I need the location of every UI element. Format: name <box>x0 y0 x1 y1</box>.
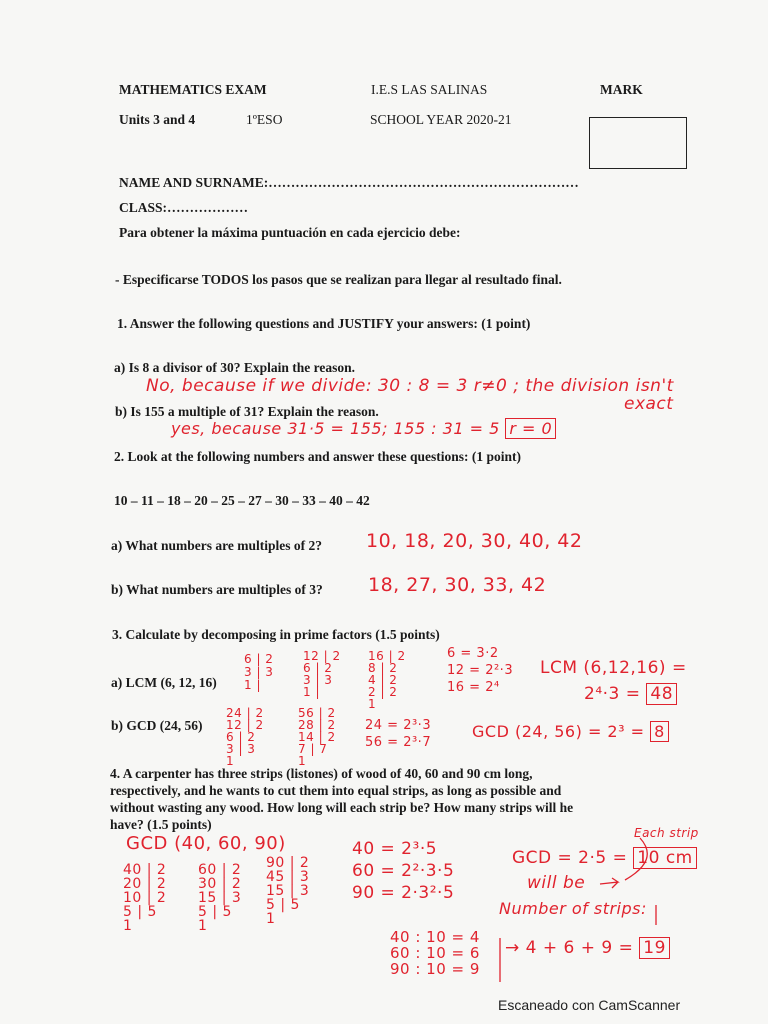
gcd-result-value: 8 <box>650 721 669 742</box>
mark-label: MARK <box>600 82 643 97</box>
div-row: 6 | 2 <box>303 661 333 675</box>
instructions-line1: Para obtener la máxima puntuación en cada ejercicio debe: <box>119 225 461 240</box>
div-row: 1 | <box>244 678 261 692</box>
lcm-result-text: LCM (6,12,16) = <box>540 658 687 678</box>
div-row: 1 <box>123 918 133 934</box>
q1a-question: a) Is 8 a divisor of 30? Explain the reason. <box>114 360 356 375</box>
div-row: 6 | 2 <box>226 730 256 744</box>
div-row: 16 | 2 <box>368 649 406 663</box>
school-year: SCHOOL YEAR 2020-21 <box>370 112 512 127</box>
lcm-result-calc: 2⁴·3 = <box>584 684 641 704</box>
div-row: 14 | 2 <box>298 730 336 744</box>
factorization: 60 = 2²·3·5 <box>352 861 455 881</box>
div-row: 3 | 3 <box>303 673 333 687</box>
q4-sum-text: → 4 + 6 + 9 = <box>505 938 634 958</box>
div-row: 1 <box>368 697 377 711</box>
factorization: 6 = 3·2 <box>447 646 499 661</box>
div-row: 2 | 2 <box>368 685 398 699</box>
div-row: 40 | 2 <box>123 862 167 878</box>
div-row: 3 | 3 <box>226 742 256 756</box>
scanner-watermark: Escaneado con CamScanner <box>498 997 681 1013</box>
div-row: 15 | 3 <box>266 883 310 899</box>
q1a-answer-cont: exact <box>624 394 674 414</box>
div-row: 30 | 2 <box>198 876 242 892</box>
q4-line: have? (1.5 points) <box>110 817 212 832</box>
factorization: 40 = 2³·5 <box>352 839 438 859</box>
instructions-line2: - Especificarse TODOS los pasos que se realizan para llegar al resultado final. <box>115 272 562 287</box>
div-row: 12 | 2 <box>303 649 341 663</box>
div-row: 24 | 2 <box>226 706 264 720</box>
div-row: 8 | 2 <box>368 661 398 675</box>
div-row: 12 | 2 <box>226 718 264 732</box>
div-row: 6 | 2 <box>244 652 274 666</box>
class-field: CLASS:……………… <box>119 200 249 215</box>
q3a-label: a) LCM (6, 12, 16) <box>111 675 217 690</box>
div-row: 10 | 2 <box>123 890 167 906</box>
factorization: 12 = 2²·3 <box>447 663 514 678</box>
school-name: I.E.S LAS SALINAS <box>371 82 488 97</box>
div-row: 60 | 2 <box>198 862 242 878</box>
course-label: 1ºESO <box>246 112 283 127</box>
q1-title: 1. Answer the following questions and JUSTIFY your answers: (1 point) <box>117 316 531 331</box>
q4-each-strip-note: Each strip <box>634 826 699 840</box>
div-row: 4 | 2 <box>368 673 398 687</box>
div-row: 7 | 7 <box>298 742 328 756</box>
div-row: 1 <box>266 911 276 927</box>
q3-title: 3. Calculate by decomposing in prime factors (1.5 points) <box>112 627 440 642</box>
q4-will-be: will be <box>527 873 586 893</box>
q2b-answer: 18, 27, 30, 33, 42 <box>368 574 547 596</box>
div-row: 3 | 3 <box>244 665 274 679</box>
q4-number-strips-label: Number of strips: <box>499 899 647 918</box>
factorization: 24 = 2³·3 <box>365 718 432 733</box>
div-row: 1 <box>198 918 208 934</box>
div-row: 45 | 3 <box>266 869 310 885</box>
div-row: 5 | 5 <box>123 904 157 920</box>
div-row: 1 <box>298 754 307 768</box>
q4-line: 4. A carpenter has three strips (listones) of wood of 40, 60 and 90 cm long, <box>110 766 533 781</box>
q2b-question: b) What numbers are multiples of 3? <box>111 582 323 597</box>
q1b-answer-text: yes, because 31·5 = 155; 155 : 31 = 5 <box>171 419 500 438</box>
q1a-answer: No, because if we divide: 30 : 8 = 3 r≠0 ; the division isn't <box>146 376 674 396</box>
div-row: 1 | <box>303 685 320 699</box>
division-line: 60 : 10 = 6 <box>390 944 480 962</box>
q1b-question: b) Is 155 a multiple of 31? Explain the reason. <box>115 404 379 419</box>
div-row: 5 | 5 <box>198 904 232 920</box>
q4-line: without wasting any wood. How long will each strip be? How many strips will he <box>110 800 574 815</box>
div-row: 1 <box>226 754 235 768</box>
q4-line: respectively, and he wants to cut them into equal strips, as long as possible and <box>110 783 562 798</box>
q2a-answer: 10, 18, 20, 30, 40, 42 <box>366 530 583 552</box>
div-row: 20 | 2 <box>123 876 167 892</box>
division-line: 90 : 10 = 9 <box>390 960 480 978</box>
factorization: 56 = 2³·7 <box>365 735 432 750</box>
q2a-question: a) What numbers are multiples of 2? <box>111 538 323 553</box>
units-label: Units 3 and 4 <box>119 112 196 127</box>
q4-gcd-result-text: GCD = 2·5 = <box>512 848 628 868</box>
q4-sum-value: 19 <box>639 937 670 959</box>
gcd-result-text: GCD (24, 56) = 2³ = <box>472 722 645 741</box>
exam-title: MATHEMATICS EXAM <box>119 82 267 97</box>
name-field: NAME AND SURNAME:…………………………………………………………… <box>119 175 579 190</box>
div-row: 90 | 2 <box>266 855 310 871</box>
q4-gcd-result-value: 10 cm <box>633 847 696 869</box>
q1b-answer-box: r = 0 <box>505 418 556 439</box>
div-row: 5 | 5 <box>266 897 300 913</box>
div-row: 15 | 3 <box>198 890 242 906</box>
factorization: 16 = 2⁴ <box>447 680 500 695</box>
factorization: 90 = 2·3²·5 <box>352 883 455 903</box>
div-row: 56 | 2 <box>298 706 336 720</box>
q2-numbers: 10 – 11 – 18 – 20 – 25 – 27 – 30 – 33 – 40 – 42 <box>114 493 370 508</box>
q2-title: 2. Look at the following numbers and answer these questions: (1 point) <box>114 449 522 464</box>
division-line: 40 : 10 = 4 <box>390 928 480 946</box>
lcm-result-value: 48 <box>646 683 677 705</box>
q4-gcd-header: GCD (40, 60, 90) <box>126 833 286 854</box>
q3b-label: b) GCD (24, 56) <box>111 718 203 733</box>
div-row: 28 | 2 <box>298 718 336 732</box>
